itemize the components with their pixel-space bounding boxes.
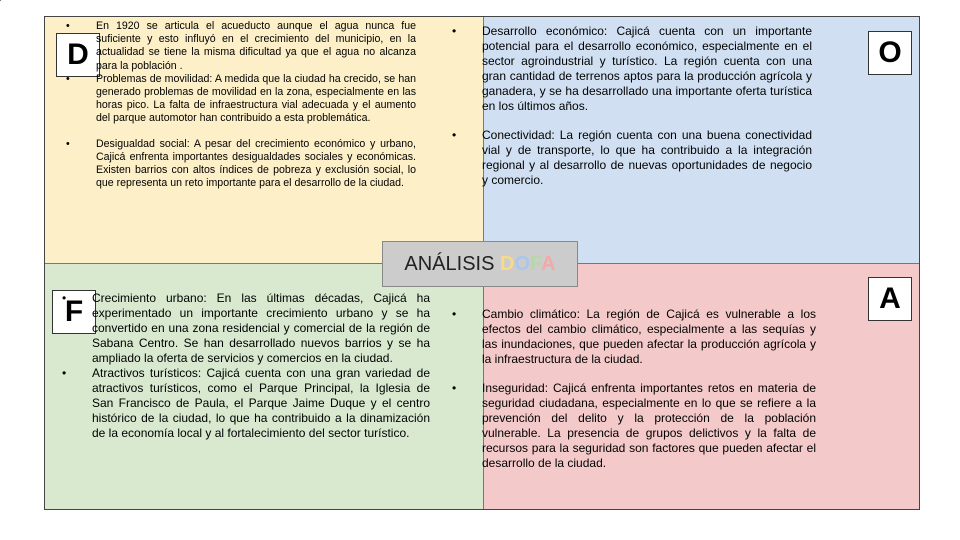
list-item: • Inseguridad: Cajicá enfrenta importantes retos en materia de seguridad ciudadana, especialmente en lo que se refiere a la prevención del delito y la protección de la población vulnerable. La presencia de grupos delictivos y la falta de recursos para la seguridad son factores que pueden afectar el desarrollo de la ciudad. (482, 381, 816, 471)
dofa-letter-f: F (530, 253, 542, 275)
amenazas-list (482, 307, 816, 471)
list-item: • Problemas de movilidad: A medida que la ciudad ha crecido, se han generado problemas de movilidad en la zona, especialmente en las horas pico. La falta de infraestructura vial adecuada y el aumento del parque automotor han contribuido a esta problemática. (96, 73, 416, 126)
list-item: • Atractivos turísticos: Cajicá cuenta con una gran variedad de atractivos turísticos, como el Parque Principal, la Iglesia de San Francisco de Paula, el Parque Jaime Duque y el centro histórico de la ciudad, lo que ha contribuido a la dinamización de la economía local y al fortalecimiento del sector turístico. (92, 366, 430, 441)
list-item: • Cambio climático: La región de Cajicá es vulnerable a los efectos del cambio climático, especialmente a las sequías y las inundaciones, que pueden afectar la producción agrícola y la infraestructura de la ciudad. (482, 307, 816, 367)
title-prefix: ANÁLISIS (404, 253, 495, 275)
dofa-letter-a: A (541, 253, 556, 275)
fortalezas-list (92, 291, 430, 441)
letter-a-badge: A (868, 277, 912, 321)
analysis-title (382, 241, 578, 287)
debilidades-list (96, 20, 416, 190)
list-item: • En 1920 se articula el acueducto aunque el agua nunca fue suficiente y esto influyó en el crecimiento del municipio, en la actualidad se tiene la misma dificultad ya que el agua no alcanza para la población . (96, 20, 416, 73)
list-item: • Conectividad: La región cuenta con una buena conectividad vial y de transporte, lo que ha contribuido a la integración regional y al desarrollo de nuevas oportunidades de negocio y comercio. (482, 128, 812, 188)
letter-f-badge: F (52, 290, 96, 334)
oportunidades-list (482, 24, 812, 188)
letter-o-badge: O (868, 31, 912, 75)
list-item: • Crecimiento urbano: En las últimas décadas, Cajicá ha experimentado un importante crecimiento urbano y se ha convertido en una zona residencial y comercial de la región de Sabana Centro. Se han desarrollado nuevos barrios y se ha ampliado la oferta de servicios y comercios en la ciudad. (92, 291, 430, 366)
dofa-letter-d: D (500, 253, 515, 275)
list-item: • Desigualdad social: A pesar del crecimiento económico y urbano, Cajicá enfrenta importantes desigualdades sociales y económicas. Existen barrios con altos índices de pobreza y exclusión social, lo que representa un reto importante para el desarrollo de la ciudad. (96, 138, 416, 191)
letter-d-badge: D (56, 33, 100, 77)
dofa-letter-o: O (514, 253, 531, 275)
list-item: • Desarrollo económico: Cajicá cuenta con un importante potencial para el desarrollo económico, especialmente en el sector agroindustrial y turístico. La región cuenta con una gran cantidad de terrenos aptos para la producción agrícola y ganadera, y se ha desarrollado una importante oferta turística en los últimos años. (482, 24, 812, 114)
title-dofa (500, 253, 556, 275)
